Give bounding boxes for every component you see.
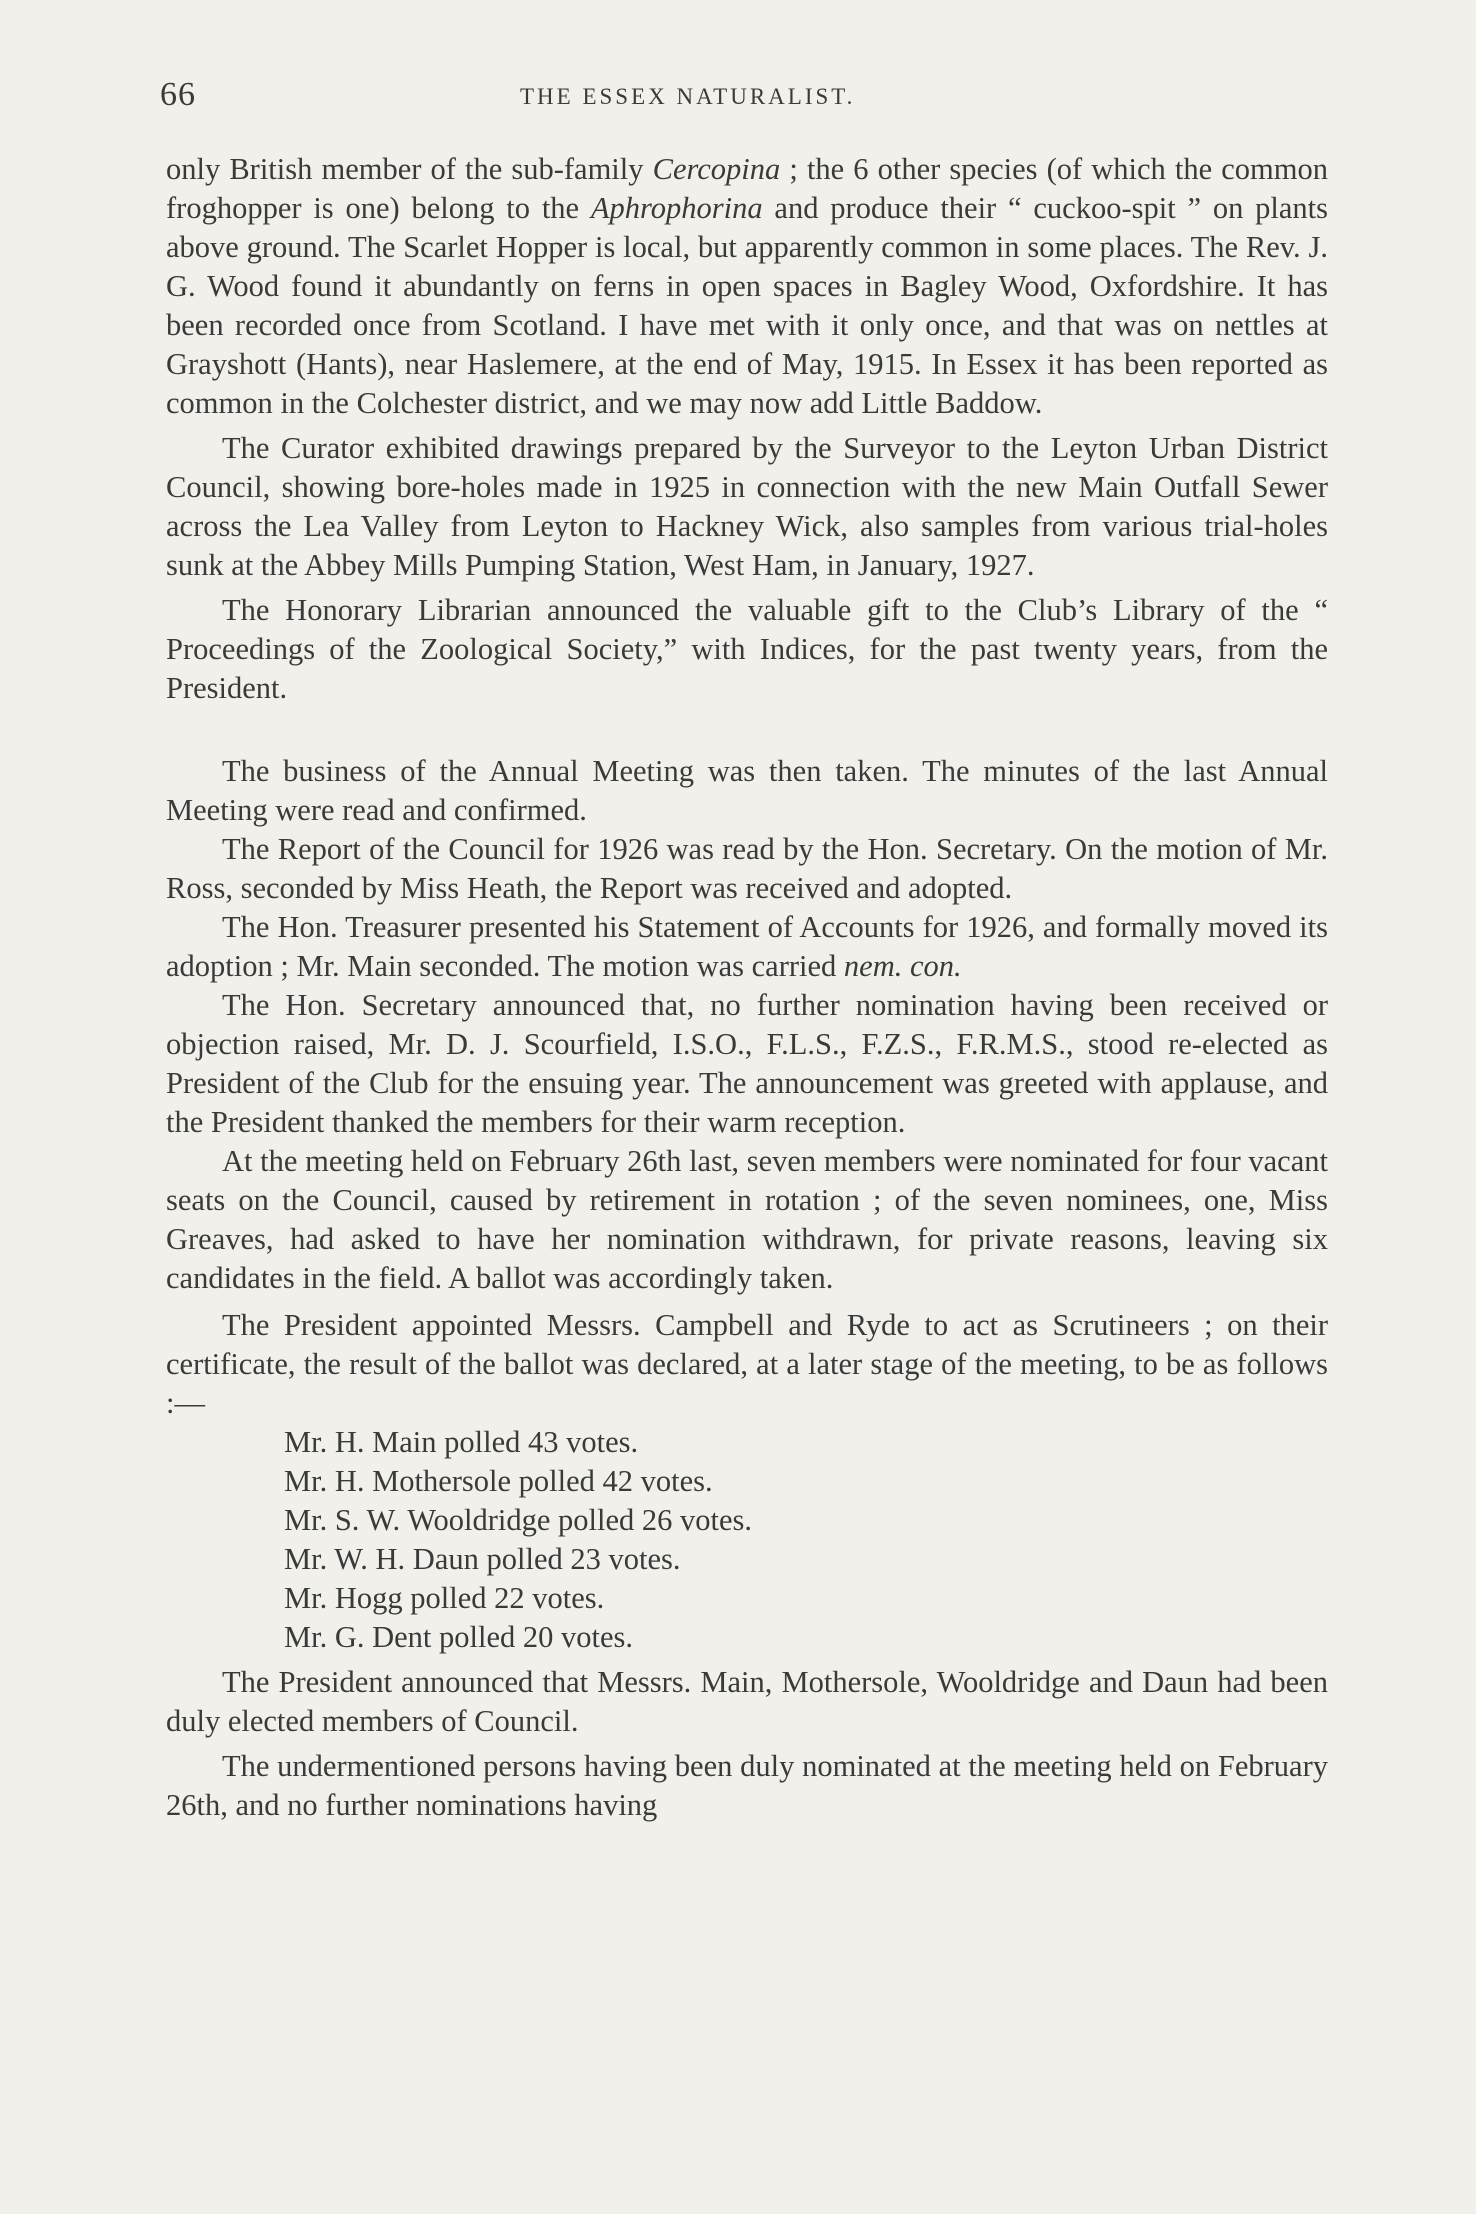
ballot-results-list (284, 1423, 1328, 1657)
paragraph-text: ; the 6 other species (of which the common froghopper is one) belong to the (166, 152, 1328, 225)
running-title: THE ESSEX NATURALIST. (520, 84, 856, 109)
paragraph-council-ballot: At the meeting held on February 26th last, seven members were nominated for four vacant seats on the Council, caused by retirement in rotation ; of the seven nominees, one, Miss Greaves, had asked to have her nomination withdrawn, for private reasons, leaving six candidates in the field. A ballot was accordingly taken. (166, 1144, 1328, 1295)
ballot-result-item: Mr. H. Main polled 43 votes. (284, 1425, 639, 1459)
paragraph-president-reelected: The Hon. Secretary announced that, no further nomination having been received or objection raised, Mr. D. J. Scourfield, I.S.O., F.L.S., F.Z.S., F.R.M.S., stood re-elected as President of the Club for the ensuing year. The announcement was greeted with applause, and the President thanked the members for their warm reception. (166, 988, 1328, 1139)
ballot-result-item: Mr. S. W. Wooldridge polled 26 votes. (284, 1503, 753, 1537)
taxon-name: Cercopina (652, 152, 781, 186)
paragraph-librarian-gift: The Honorary Librarian announced the valuable gift to the Club’s Library of the “ Proceedings of the Zoological Society,” with Indices, for the past twenty years, from the President. (166, 593, 1328, 705)
paragraph-treasurer-statement (166, 908, 1328, 986)
ballot-result-item: Mr. G. Dent polled 20 votes. (284, 1620, 634, 1654)
ballot-result-item: Mr. H. Mothersole polled 42 votes. (284, 1464, 713, 1498)
paragraph-scarlet-hopper (166, 150, 1328, 423)
ballot-result-item: Mr. Hogg polled 22 votes. (284, 1581, 605, 1615)
paragraph-nominations: The undermentioned persons having been duly nominated at the meeting held on February 26th, and no further nominations having (166, 1749, 1328, 1822)
latin-phrase: nem. con. (843, 949, 962, 983)
paragraph-text: only British member of the sub-family (166, 152, 653, 186)
page-number: 66 (160, 76, 196, 113)
page-header (160, 76, 1340, 126)
paragraph-text: The Hon. Treasurer presented his Statement of Accounts for 1926, and formally moved its adoption ; Mr. Main seconded. The motion was carried (166, 910, 1328, 983)
paragraph-council-report: The Report of the Council for 1926 was read by the Hon. Secretary. On the motion of Mr. Ross, seconded by Miss Heath, the Report was received and adopted. (166, 832, 1328, 905)
paragraph-curator-exhibit: The Curator exhibited drawings prepared by the Surveyor to the Leyton Urban District Council, showing bore-holes made in 1925 in connection with the new Main Outfall Sewer across the Lea Valley from Leyton to Hackney Wick, also samples from various trial-holes sunk at the Abbey Mills Pumping Station, West Ham, in January, 1927. (166, 431, 1328, 582)
ballot-result-item: Mr. W. H. Daun polled 23 votes. (284, 1542, 681, 1576)
paragraph-election-announcement: The President announced that Messrs. Main, Mothersole, Wooldridge and Daun had been duly elected members of Council. (166, 1665, 1328, 1738)
paragraph-scrutineers: The President appointed Messrs. Campbell and Ryde to act as Scrutineers ; on their certificate, the result of the ballot was declared, at a later stage of the meeting, to be as follows :— (166, 1308, 1328, 1420)
paragraph-text: and produce their “ cuckoo-spit ” on plants above ground. The Scarlet Hopper is local, but apparently common in some places. The Rev. J. G. Wood found it abundantly on ferns in open spaces in Bagley Wood, Oxfordshire. It has been recorded once from Scotland. I have met with it only once, and that was on nettles at Grayshott (Hants), near Haslemere, at the end of May, 1915. In Essex it has been reported as common in the Colchester district, and we may now add Little Baddow. (166, 191, 1328, 420)
taxon-name: Aphrophorina (590, 191, 763, 225)
page-body (166, 150, 1328, 1825)
paragraph-annual-meeting: The business of the Annual Meeting was then taken. The minutes of the last Annual Meeting were read and confirmed. (166, 754, 1328, 827)
